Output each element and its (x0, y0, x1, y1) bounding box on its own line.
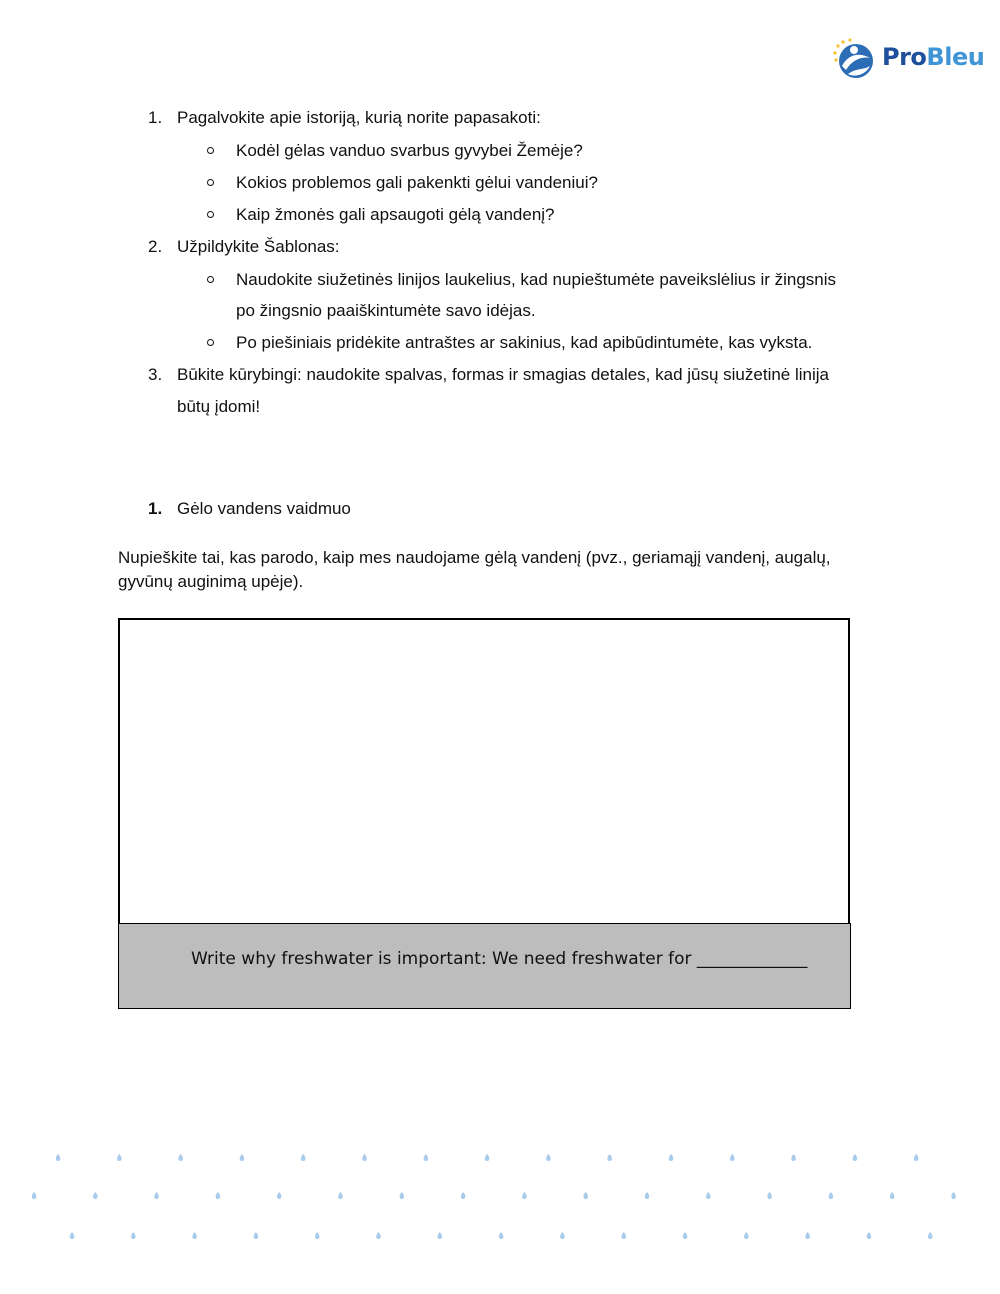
hollow-bullet-icon (207, 179, 214, 186)
logo-text-bleu: Bleu (926, 43, 985, 71)
decorative-dot (254, 1232, 259, 1239)
hollow-bullet-icon (207, 339, 214, 346)
list-number-1: 1. (148, 108, 163, 127)
decorative-dot (438, 1232, 443, 1239)
probleu-logo (832, 38, 985, 82)
decorative-dot (706, 1192, 711, 1199)
hollow-bullet-icon (207, 276, 214, 283)
decorative-dot (914, 1154, 919, 1161)
decorative-dot (131, 1232, 136, 1239)
decorative-dot (362, 1154, 367, 1161)
decorative-dot (400, 1192, 405, 1199)
caption-text: Write why freshwater is important: We need freshwater for _____________ (191, 949, 808, 969)
list-item-3-line1: Būkite kūrybingi: naudokite spalvas, formas ir smagias detales, kad jūsų siužetinė linija (177, 365, 829, 384)
decorative-dot (485, 1154, 490, 1161)
sub-item-2-1-line1: Naudokite siužetinės linijos laukelius, kad nupieštumėte paveikslėlius ir žingsnis (236, 270, 837, 289)
decorative-dot (216, 1192, 221, 1199)
sub-item-2-1-line2: po žingsnio paaiškintumėte savo idėjas. (236, 301, 536, 320)
decorative-dot (853, 1154, 858, 1161)
decorative-dot (117, 1154, 122, 1161)
caption-bar (118, 923, 851, 1009)
decorative-dot (338, 1192, 343, 1199)
decorative-dot (645, 1192, 650, 1199)
decorative-dot (583, 1192, 588, 1199)
decorative-dot (744, 1232, 749, 1239)
list-number-2: 2. (148, 237, 163, 256)
decorative-dot (424, 1154, 429, 1161)
list-number-3: 3. (148, 365, 163, 384)
probleu-logo-icon (832, 38, 878, 82)
decorative-dot (669, 1154, 674, 1161)
decorative-dot (951, 1192, 956, 1199)
decorative-dot (70, 1232, 75, 1239)
hollow-bullet-icon (207, 147, 214, 154)
decorative-dots-pattern (0, 1130, 1000, 1260)
section-title: Gėlo vandens vaidmuo (177, 499, 351, 518)
decorative-dot (829, 1192, 834, 1199)
decorative-dot (683, 1232, 688, 1239)
sub-item-2-2: Po piešiniais pridėkite antraštes ar sakinius, kad apibūdintumėte, kas vyksta. (236, 333, 813, 352)
decorative-dot (315, 1232, 320, 1239)
sub-item-1-2: Kokios problemos gali pakenkti gėlui vandeniui? (236, 173, 598, 192)
decorative-dot (890, 1192, 895, 1199)
list-item-2-text: Užpildykite Šablonas: (177, 237, 340, 256)
decorative-dot (240, 1154, 245, 1161)
decorative-dot (522, 1192, 527, 1199)
decorative-dot (277, 1192, 282, 1199)
logo-text-pro: Pro (882, 43, 927, 71)
decorative-dot (499, 1232, 504, 1239)
decorative-dot (192, 1232, 197, 1239)
probleu-logo-text (882, 43, 984, 71)
decorative-dot (621, 1232, 626, 1239)
list-item-1-text: Pagalvokite apie istoriją, kurią norite papasakoti: (177, 108, 541, 127)
decorative-dot (178, 1154, 183, 1161)
prompt-line-2: gyvūnų auginimą upėje). (118, 572, 304, 591)
decorative-dot (867, 1232, 872, 1239)
decorative-dot (607, 1154, 612, 1161)
decorative-dot (560, 1232, 565, 1239)
decorative-dot (767, 1192, 772, 1199)
decorative-dot (546, 1154, 551, 1161)
decorative-dot (461, 1192, 466, 1199)
hollow-bullet-icon (207, 211, 214, 218)
section-number: 1. (148, 499, 163, 518)
decorative-dot (93, 1192, 98, 1199)
decorative-dot (730, 1154, 735, 1161)
decorative-dot (56, 1154, 61, 1161)
sub-item-1-1: Kodėl gėlas vanduo svarbus gyvybei Žemėje? (236, 141, 583, 160)
decorative-dot (791, 1154, 796, 1161)
list-item-3-line2: būtų įdomi! (177, 397, 261, 416)
decorative-dot (928, 1232, 933, 1239)
decorative-dot (154, 1192, 159, 1199)
decorative-dot (32, 1192, 37, 1199)
prompt-line-1: Nupieškite tai, kas parodo, kaip mes naudojame gėlą vandenį (pvz., geriamąjį vandenį, augalų, (118, 548, 831, 567)
sub-item-1-3: Kaip žmonės gali apsaugoti gėlą vandenį? (236, 205, 555, 224)
decorative-dot (376, 1232, 381, 1239)
decorative-dot (301, 1154, 306, 1161)
decorative-dot (805, 1232, 810, 1239)
